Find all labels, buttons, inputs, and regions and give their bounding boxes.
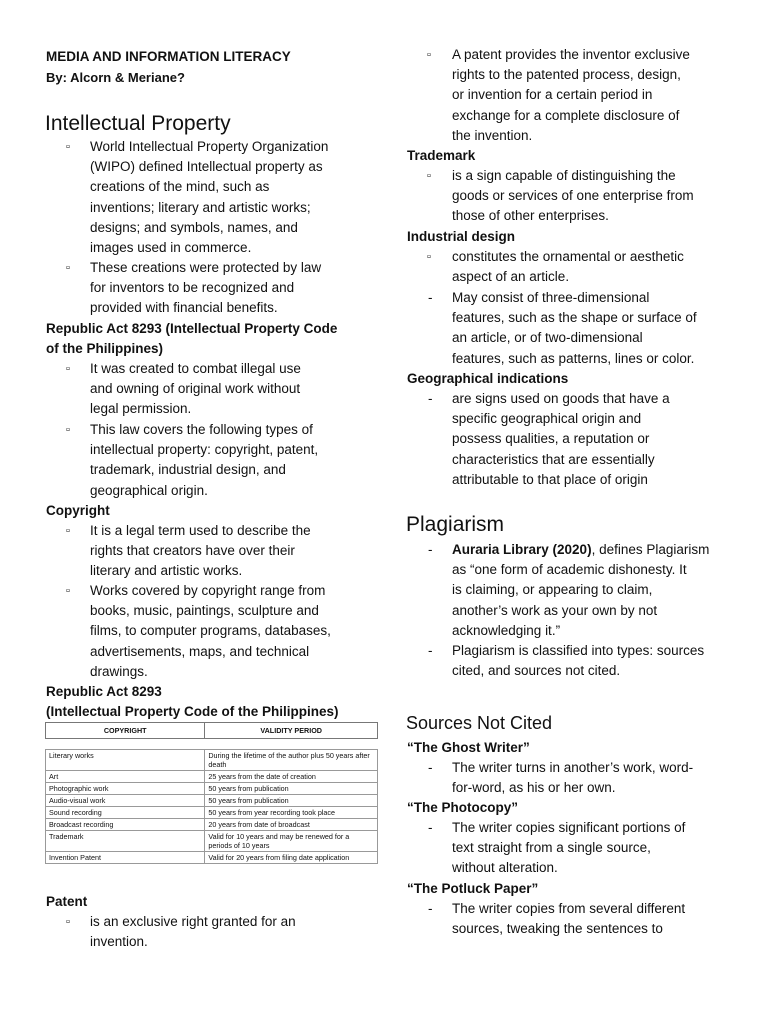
industrial-bullet-2: May consist of three-dimensional features, such as the shape or surface of an article, or of two-dimensional features, such as patterns, lines or color. xyxy=(452,290,697,366)
table-header: COPYRIGHT xyxy=(46,723,205,739)
bullet-marker: ▫ xyxy=(66,363,70,375)
trademark-bullet-1: is a sign capable of distinguishing the goods or services of one enterprise from those of other enterprises. xyxy=(452,168,694,224)
plagiarism-bullet-1: Auraria Library (2020), defines Plagiarism as “one form of academic dishonesty. It is claiming, or appearing to claim, another’s work as your own by not acknowledging it.” xyxy=(452,542,710,638)
heading-potluck-paper: “The Potluck Paper” xyxy=(407,881,539,896)
dash-marker: - xyxy=(428,391,433,406)
bullet-marker: ▫ xyxy=(66,141,70,153)
dash-marker: - xyxy=(428,542,433,557)
plagiarism-bullet-2: Plagiarism is classified into types: sources cited, and sources not cited. xyxy=(452,643,705,679)
bullet-marker: ▫ xyxy=(427,251,431,263)
document-title: MEDIA AND INFORMATION LITERACY xyxy=(46,49,291,64)
ghost-writer-bullet: The writer turns in another’s work, word- for-word, as his or her own. xyxy=(452,760,694,796)
heading-geographical-indications: Geographical indications xyxy=(407,371,569,386)
bullet-marker: ▫ xyxy=(66,424,70,436)
patent-bullet-1: is an exclusive right granted for an invention. xyxy=(90,914,296,950)
geo-bullet-1: are signs used on goods that have a specific geographical origin and possess qualities, a reputation or characteristics that are essentially attributable to that place of origin xyxy=(452,391,670,487)
potluck-bullet: The writer copies from several different sources, tweaking the sentences to xyxy=(452,901,686,937)
heading-photocopy: “The Photocopy” xyxy=(407,800,518,815)
ip-bullet-1: World Intellectual Property Organization (WIPO) defined Intellectual property as creations of the mind, such as inventions; literary and artistic works; designs; and symbols, names, and images used in commerce. xyxy=(90,139,329,256)
heading-copyright: Copyright xyxy=(46,503,110,518)
copyright-validity-table xyxy=(45,722,378,864)
patent-bullet-2: A patent provides the inventor exclusive rights to the patented process, design, or invention for a certain period in exchange for a complete disclosure of the invention. xyxy=(452,47,690,143)
photocopy-bullet: The writer copies significant portions of text straight from a single source, without alteration. xyxy=(452,820,686,876)
copyright-bullet-2: Works covered by copyright range from books, music, paintings, sculpture and films, to computer programs, databases, advertisements, maps, and technical drawings. xyxy=(90,583,331,679)
heading-republic-act: Republic Act 8293 (Intellectual Property Code of the Philippines) xyxy=(46,321,338,356)
table-row: Photographic work 50 years from publication xyxy=(46,783,378,795)
table-row: Literary works During the lifetime of the author plus 50 years after death xyxy=(46,750,378,771)
dash-marker: - xyxy=(428,643,433,658)
industrial-bullet-1: constitutes the ornamental or aesthetic aspect of an article. xyxy=(452,249,684,285)
table-row: Invention Patent Valid for 20 years from filing date application xyxy=(46,852,378,864)
bullet-marker: ▫ xyxy=(66,585,70,597)
heading-industrial-design: Industrial design xyxy=(407,229,516,244)
table-row: Trademark Valid for 10 years and may be renewed for a periods of 10 years xyxy=(46,831,378,852)
dash-marker: - xyxy=(428,290,433,305)
heading-intellectual-property: Intellectual Property xyxy=(45,112,231,135)
author-byline: By: Alcorn & Meriane? xyxy=(46,70,185,85)
bullet-marker: ▫ xyxy=(427,170,431,182)
heading-trademark: Trademark xyxy=(407,148,476,163)
heading-plagiarism: Plagiarism xyxy=(406,513,505,536)
heading-sources-not-cited: Sources Not Cited xyxy=(406,713,553,733)
copyright-bullet-1: It is a legal term used to describe the rights that creators have over their literary and artistic works. xyxy=(90,523,311,579)
dash-marker: - xyxy=(428,820,433,835)
ra-bullet-1: It was created to combat illegal use and owning of original work without legal permission. xyxy=(90,361,301,417)
heading-republic-act-table: Republic Act 8293 (Intellectual Property Code of the Philippines) xyxy=(46,684,339,719)
table-row: Audio-visual work 50 years from publication xyxy=(46,795,378,807)
ra-bullet-2: This law covers the following types of intellectual property: copyright, patent, trademark, industrial design, and geographical origin. xyxy=(90,422,319,498)
bullet-marker: ▫ xyxy=(66,916,70,928)
dash-marker: - xyxy=(428,760,433,775)
bullet-marker: ▫ xyxy=(66,262,70,274)
table-header: VALIDITY PERIOD xyxy=(205,723,378,739)
table-row: Sound recording 50 years from year recording took place xyxy=(46,807,378,819)
heading-patent: Patent xyxy=(46,894,88,909)
bullet-marker: ▫ xyxy=(427,49,431,61)
ip-bullet-2: These creations were protected by law for inventors to be recognized and provided with financial benefits. xyxy=(90,260,322,316)
bullet-marker: ▫ xyxy=(66,525,70,537)
heading-ghost-writer: “The Ghost Writer” xyxy=(407,740,530,755)
dash-marker: - xyxy=(428,901,433,916)
table-row: Art 25 years from the date of creation xyxy=(46,771,378,783)
table-row: Broadcast recording 20 years from date of broadcast xyxy=(46,819,378,831)
